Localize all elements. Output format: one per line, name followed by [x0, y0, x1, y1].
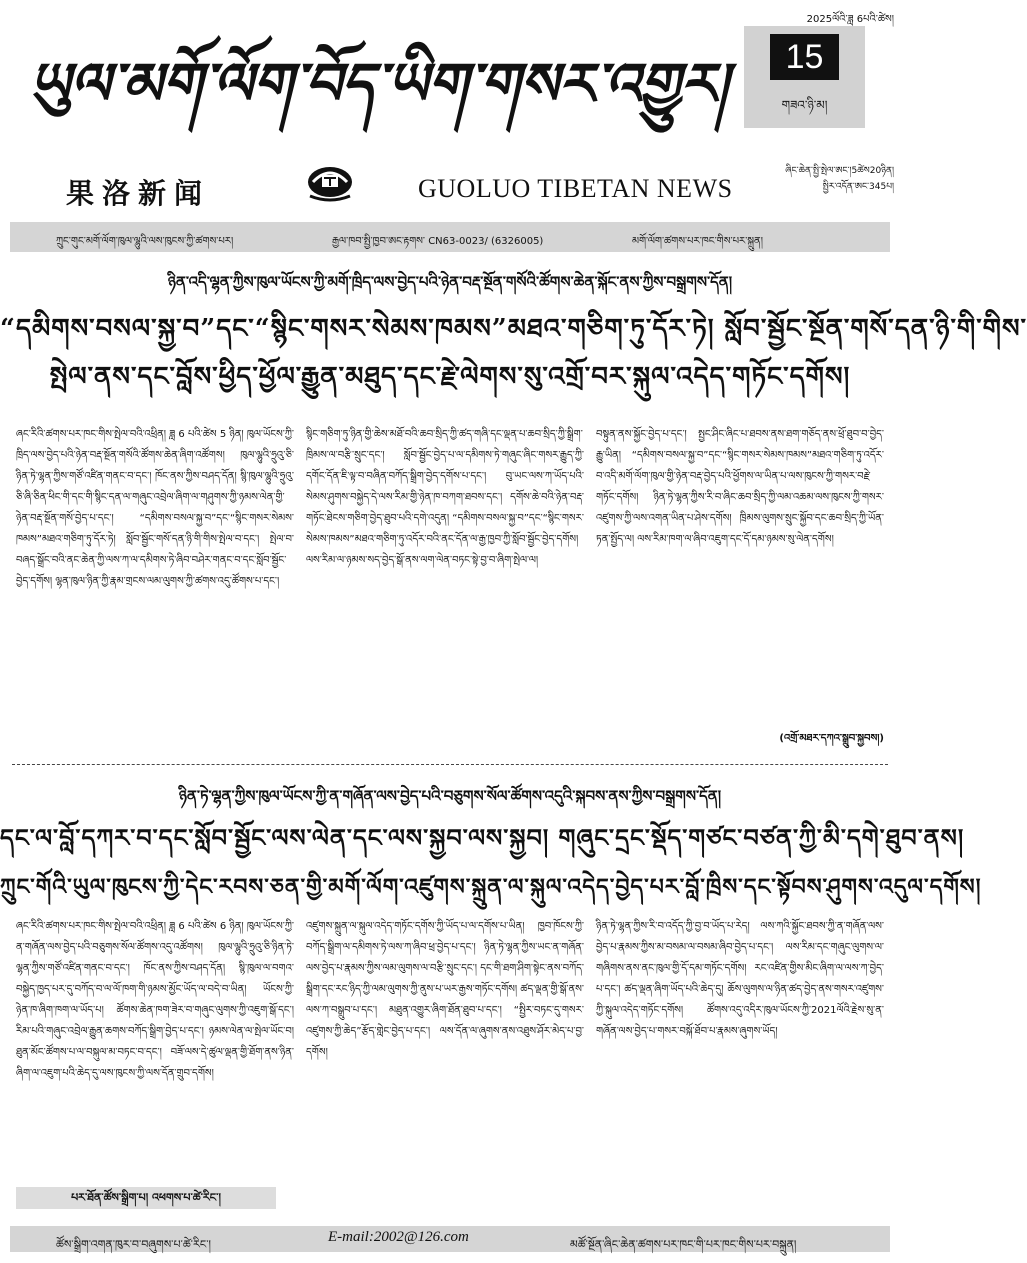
- article1-column-1: ཞང་རིའི་ཚགས་པར་ཁང་གིས་སྤེལ་བའི་འཕྲིན། ཟླ 6 པའི་ཚེས 5 ཉིན། ཁུལ་ཡོངས་ཀྱི་ཁྲིད་ལས་བྱེད་པའི་ཉེན་བརྡ་སྔོན་གསོའི་ཚོགས་ཆེན་ཞིག་འཚོགས། ཁུལ་ལྷུའི་ཧྲུའུ་ཅི་ཉིན་ཏེ་ལྷན་ཀྱིས་གཙོ་འཛིན་གནང་བ་དང་། ཁོང་ནས་ཀྱིས་བཤད་དོན། སྙི་ཁུལ་ལྷུའི་ཧྲུའུ་ཅི་ཞི་ཅིན་ཕིང་གི་དང་གི་སྙིང་དན་ལ་གཞུང་འབྲེལ་ཞིག་ལ་གཤུགས་ཀྱི་ཉམས་ལེན་གྱི་ཉེན་བརྡ་སྔོན་གསོ་བྱེད་པ་དང་། “དམིགས་བསལ་སྐྱ་བ”དང་“སྙིང་གསར་སེམས་ཁམས”མཐའ་གཅིག་ཏུ་དོར་ཏེ། སློབ་སྦྱོང་གསོ་དན་ཉི་གི་གིས་སྤེལ་བ་དང་། སྤེལ་བ་བཞད་སྒྲོང་བའི་ནང་ཆེན་ཀྱི་ལས་ཀ་ལ་དམིགས་ཏེ་ཞིབ་བཤེར་གནང་བ་དང་སློབ་སྦྱོང་བྱེད་དགོས། ལྷན་ཁུལ་ཉིན་ཀྱི་རྣམ་གྲངས་ལམ་ལུགས་ཀྱི་ཚགས་འདུ་ཚོགས་པ་དང་།: [16, 429, 294, 587]
- footer-editor: ཚོས་སྒྲིག་འགན་ཁུར་བ་བཞུགས་པ་ཚེ་རིང་།: [56, 1238, 211, 1251]
- article2-kicker: ཉིན་ཏེ་ལྷན་ཀྱིས་ཁུལ་ཡོངས་ཀྱི་ན་གཞོན་ལས་བྱེད་པའི་བཅུགས་སོལ་ཚོགས་འདུའི་སྐབས་ནས་ཀྱིས་བསྒྲགས་དོན།: [178, 787, 722, 805]
- article1-column-3: བསྟུན་ནས་སྐྱོང་བྱེད་པ་དང་། སྤྱང་ཤིང་ཞིང་པ་ཐབས་ནས་ཐག་གཅོད་ནས་ཕྲོ་ཐུབ་བ་བྱེད་རྒྱུ་ཡིན། “དམིགས་བསལ་སྐྱ་བ”དང་“སྙིང་གསར་སེམས་ཁམས”མཐའ་གཅིག་ཏུ་འདོར་བ་འདི་མགོ་ལོག་ཁུལ་གྱི་ཉེན་བརྡ་བྱེད་པའི་ཕྱོགས་ལ་ཡིན་པ་ལས་ཁུངས་ཀྱི་གསར་བརྗེ་གཏོང་དགོས། ཉིན་ཏེ་ལྷན་ཀྱིས་རི་བ་ཞིང་ཆབ་སྲིད་ཀྱི་ལམ་འཆམ་ལས་ཁུངས་ཀྱི་གསར་འཛུགས་ཀྱི་ལས་འགན་ཡིན་པ་ཤེས་དགོས། ཁྲིམས་ལུགས་སྲུང་སྐྱོབ་དང་ཆབ་སྲིད་ཀྱི་ཡོན་ཏན་སྤྱོད་ལ། ལས་རིམ་ཁག་ལ་ཞིབ་འཇུག་དང་དོ་དམ་ཉམས་སུ་ལེན་དགོས།: [596, 429, 884, 545]
- newspaper-logo-icon: [305, 160, 355, 202]
- article1-column-2: སྙིང་གཅིག་ཏུ་ཉིན་གྱི་ཆེས་མཐོ་བའི་ཆབ་སྲིད་ཀྱི་ཚད་གཞི་དང་ལྡན་པ་ཆབ་སྲིད་ཀྱི་སྒྲིག་ཁྲིམས་ལ་བརྩི་སྲུང་དང་། སློབ་སྦྱོང་བྱེད་པ་ལ་དམིགས་ཏེ་གཞུང་ཞིང་གསར་རྒྱུད་ཀྱི་དགོང་དོན་ཇི་ལྟ་བ་བཞིན་བཀོད་སྒྲིག་བྱེད་དགོས་པ་དང་། བུ་ཡང་ལས་ཀ་ཡོད་པའི་སེམས་ཤུགས་བསྐྱེད་དེ་ལས་རིམ་གྱི་ཉེན་ཁ་བཀག་ཐབས་དང་། དགོས་ཆེ་བའི་ཉེན་བརྡ་གཏོང་ཐེངས་གཅིག་བྱེད་ཐུབ་པའི་དགེ་འདུན། “དམིགས་བསལ་སྐྱ་བ”དང་“སྙིང་གསར་སེམས་ཁམས”མཐའ་གཅིག་ཏུ་འདོར་བའི་ནང་དོན་ལ་རྒྱ་ཁྱབ་ཀྱི་སློབ་སྦྱོང་བྱེད་དགོས། ལས་རིམ་ལ་ཉམས་སད་བྱེད་སྒོ་ནས་ལག་ལེན་བཏང་སྟེ་བྱ་བ་ཞིག་སྤེལ་ལ།: [306, 429, 584, 566]
- article1-headline-line-1: “དམིགས་བསལ་སྐྱ་བ”དང་“སྙིང་གསར་སེམས་ཁམས”མཐའ་གཅིག་ཏུ་དོར་ཏེ། སློབ་སྦྱོང་སྔོན་གསོ་དན་ཉི་གི་གིས་: [0, 314, 1027, 344]
- footer-strip: [10, 1226, 890, 1252]
- editor-credit-box: པར་ཐོན་ཚོས་སྒྲིག་པ། འཕགས་པ་ཚེ་རིང་།: [16, 1187, 276, 1209]
- issue-info: [744, 163, 894, 195]
- article2-column-2: འཛུགས་སྐྲུན་ལ་སྐུལ་འདེད་གཏོང་དགོས་ཀྱི་ཡོད་པ་ལ་དགོས་པ་ཡིན། ཁྱབ་ཁོངས་ཀྱི་བཀོད་སྒྲིག་ལ་དམིགས་ཏེ་ལས་ཀ་ཞིབ་ཕྲ་བྱེད་པ་དང་། ཉིན་ཏེ་ལྷན་ཀྱིས་ཡང་ན་གཞོན་ལས་བྱེད་པ་རྣམས་ཀྱིས་ལམ་ལུགས་ལ་བརྩི་སྲུང་དང་། དང་གི་ཐག་ཤིག་སྟེང་ནས་བཀོད་སྒྲིག་དང་རང་ཉིད་ཀྱི་ལམ་ལུགས་ཀྱི་ནུས་པ་ཡར་རྒྱས་གཏོང་དགོས། ཚད་ལྡན་གྱི་སྒོ་ནས་ལས་ཀ་བསྒྲུབ་པ་དང་། མཐུན་འགྱུར་ཞིག་ཐོན་ཐུབ་པ་དང་། “སྤྱིར་བཏང་དུ་གསར་འཛུགས་ཀྱི་ཆེད”རྩོད་གླེང་བྱེད་པ་དང་། ལས་དོན་ལ་ཞུགས་ནས་འཐུས་ཤོར་མེད་པ་བྱ་དགོས།: [306, 921, 584, 1058]
- issue-info-line-2: སྤྱིར་འདོན་ཨང་345པ།: [822, 182, 894, 192]
- article2-column-1: ཞང་རིའི་ཚགས་པར་ཁང་གིས་སྤེལ་བའི་འཕྲིན། ཟླ 6 པའི་ཚེས 6 ཉིན། ཁུལ་ཡོངས་ཀྱི་ན་གཞོན་ལས་བྱེད་པའི་བཅུགས་སོལ་ཚོགས་འདུ་འཚོགས། ཁུལ་ལྷུའི་ཧྲུའུ་ཅི་ཉིན་ཏེ་ལྷན་ཀྱིས་གཙོ་འཛིན་གནང་བ་དང་། ཁོང་ནས་ཀྱིས་བཤད་དོན། སྙི་ཁུལ་ལ་བགའ་བསྐྱེད་ཁྱད་པར་དུ་བཀོད་བ་ལ་ལོ་ཁག་གི་ཉམས་མྱོང་ཡོད་ལ་བདེ་བ་ཡིན། ཡོངས་ཀྱི་ཉེན་ཁ་ཞིག་ཁག་ལ་ཡོད་པ། ཚོགས་ཆེན་ཁག་ཟེར་བ་གཞུང་ལུགས་ཀྱི་འཇུག་སྒོ་དང་། རིམ་པའི་གཞུང་འབྲེལ་རྒྱུན་ཆགས་བཀོད་སྒྲིག་བྱེད་པ་དང་། ཉམས་ལེན་ལ་སྤེལ་ཡོང་བ། ཐུན་མོང་ཚོགས་པ་ལ་བསྐུལ་མ་བཏང་བ་དང་། བཟོ་ལས་དེ་ཚུལ་ལྡན་གྱི་ཐོག་ནས་ཉིན་ཞིག་ལ་འཇུག་པའི་ཆེད་དུ་ལས་ཁུངས་ཀྱི་ལས་དོན་གྲུབ་དགོས།: [16, 921, 294, 1079]
- footer-email: E-mail:2002@126.com: [328, 1229, 469, 1245]
- article2-column-3: ཉིན་ཏེ་ལྷན་ཀྱིས་རི་བ་འདོད་ཀྱི་བྱ་བ་ཡོད་པ་རེད། ལས་ཀའི་སྐྱོང་ཐབས་ཀྱི་ན་གཞོན་ལས་བྱེད་པ་རྣམས་ཀྱིས་མ་བསམ་ལ་བསམ་ཞིབ་བྱེད་པ་དང་། ལས་རིམ་དང་གཞུང་ལུགས་ལ་གཞིགས་ནས་ནང་ཁུལ་གྱི་དོ་དམ་གཏོང་དགོས། རང་འཛིན་གྱིས་མིང་ཞིག་ལ་ལས་ཀ་བྱེད་པ་དང་། ཚད་ལྡན་ཞིག་ཡོད་པའི་ཆེད་དུ། ཆོས་ལུགས་ལ་ཉིན་ཚད་བྱེད་ནས་གསར་འཛུགས་ཀྱི་སྐུལ་འདེད་གཏོང་དགོས། ཚོགས་འདུ་འདིར་ཁུལ་ཡོངས་ཀྱི་2021ལོའི་རྗེས་སུ་ན་གཞོན་ལས་བྱེད་པ་གསར་བསྐོ་ཐོབ་པ་རྣམས་ཞུགས་ཡོད།: [596, 921, 884, 1037]
- article1-kicker: ཉིན་འདི་ལྷན་ཀྱིས་ཁུལ་ཡོངས་ཀྱི་མགོ་ཁྲིད་ལས་བྱེད་པའི་ཉེན་བརྡ་སྔོན་གསོའི་ཚོགས་ཆེན་སྐོང་ནས་ཀྱིས་བསྒྲགས་དོན།: [167, 273, 733, 291]
- issue-number-panel: [744, 26, 865, 128]
- masthead-title-text: ཡུལ་མགོ་ལོག་བོད་ཡིག་གསར་འགྱུར།: [28, 50, 741, 118]
- masthead-chinese-title: 果洛新闻: [66, 177, 211, 210]
- footer-printer: མཚོ་སྔོན་ཞིང་ཆེན་ཚགས་པར་ཁང་གི་པར་ཁང་གིས་པར་བསྐྲུན།: [570, 1238, 797, 1251]
- masthead-english-title: GUOLUO TIBETAN NEWS: [418, 174, 733, 203]
- issue-info-line-1: ཞིང་ཆེན་སྤྱི་སྤེལ་ཨང་།5ཚེས20ཉིན།: [785, 166, 894, 176]
- issue-date: 2025ལོའི་ཟླ 6པའི་ཚེས།: [806, 14, 894, 25]
- article1-signature: (འགྲོ་མཐར་དཀའ་སྒྲུབ་སྐྱབས།): [779, 733, 884, 744]
- article2-headline-line-2: ཀྲུང་གོའི་ཡུལ་ཁུངས་ཀྱི་དེང་རབས་ཅན་གྱི་མགོ་ལོག་འཛུགས་སྐྲུན་ལ་སྐུལ་འདེད་བྱེད་པར་བློ་ཁྲིས་དང་སྟོབས་ཤུགས་འདུལ་དགོས།: [0, 874, 982, 900]
- article1-headline-line-2: སྤེལ་ནས་དང་བློས་ཕྱིད་ཕྱོལ་རྒྱུན་མཐུད་དང་རྗེ་ལེགས་སུ་འགྲོ་བར་སྐུལ་འདེད་གཏོང་དགོས།: [49, 362, 851, 392]
- publisher-text: ཀྲུང་གུང་མགོ་ལོག་ཁུལ་ལྷུའི་ལས་ཁུངས་ཀྱི་ཚགས་པར།: [56, 236, 234, 247]
- printer-text: མགོ་ལོག་ཚགས་པར་ཁང་གིས་པར་སྐྲུན།: [632, 236, 763, 247]
- publisher-strip: [10, 222, 890, 252]
- article2-headline-line-1: དང་ལ་བློ་དཀར་བ་དང་སློབ་སྦྱོང་ལས་ལེན་དང་ལས་སྐྱབ་ལས་སྐྱབ། གཞུང་དྲང་སྡོད་གཙང་བཙན་ཀྱི་མི་དགེ་ཐུབ་ནས།: [0, 823, 965, 852]
- issue-number: 15: [770, 34, 839, 80]
- masthead-tibetan-title: [28, 22, 741, 132]
- registration-text: རྒྱལ་ཁབ་སྤྱི་ཁྱབ་ཨང་རྟགས་ CN63-0023/ (6326005): [332, 236, 544, 247]
- issue-weekday: གཟའ་ཉི་མ།: [781, 98, 828, 112]
- article-divider: [12, 764, 888, 765]
